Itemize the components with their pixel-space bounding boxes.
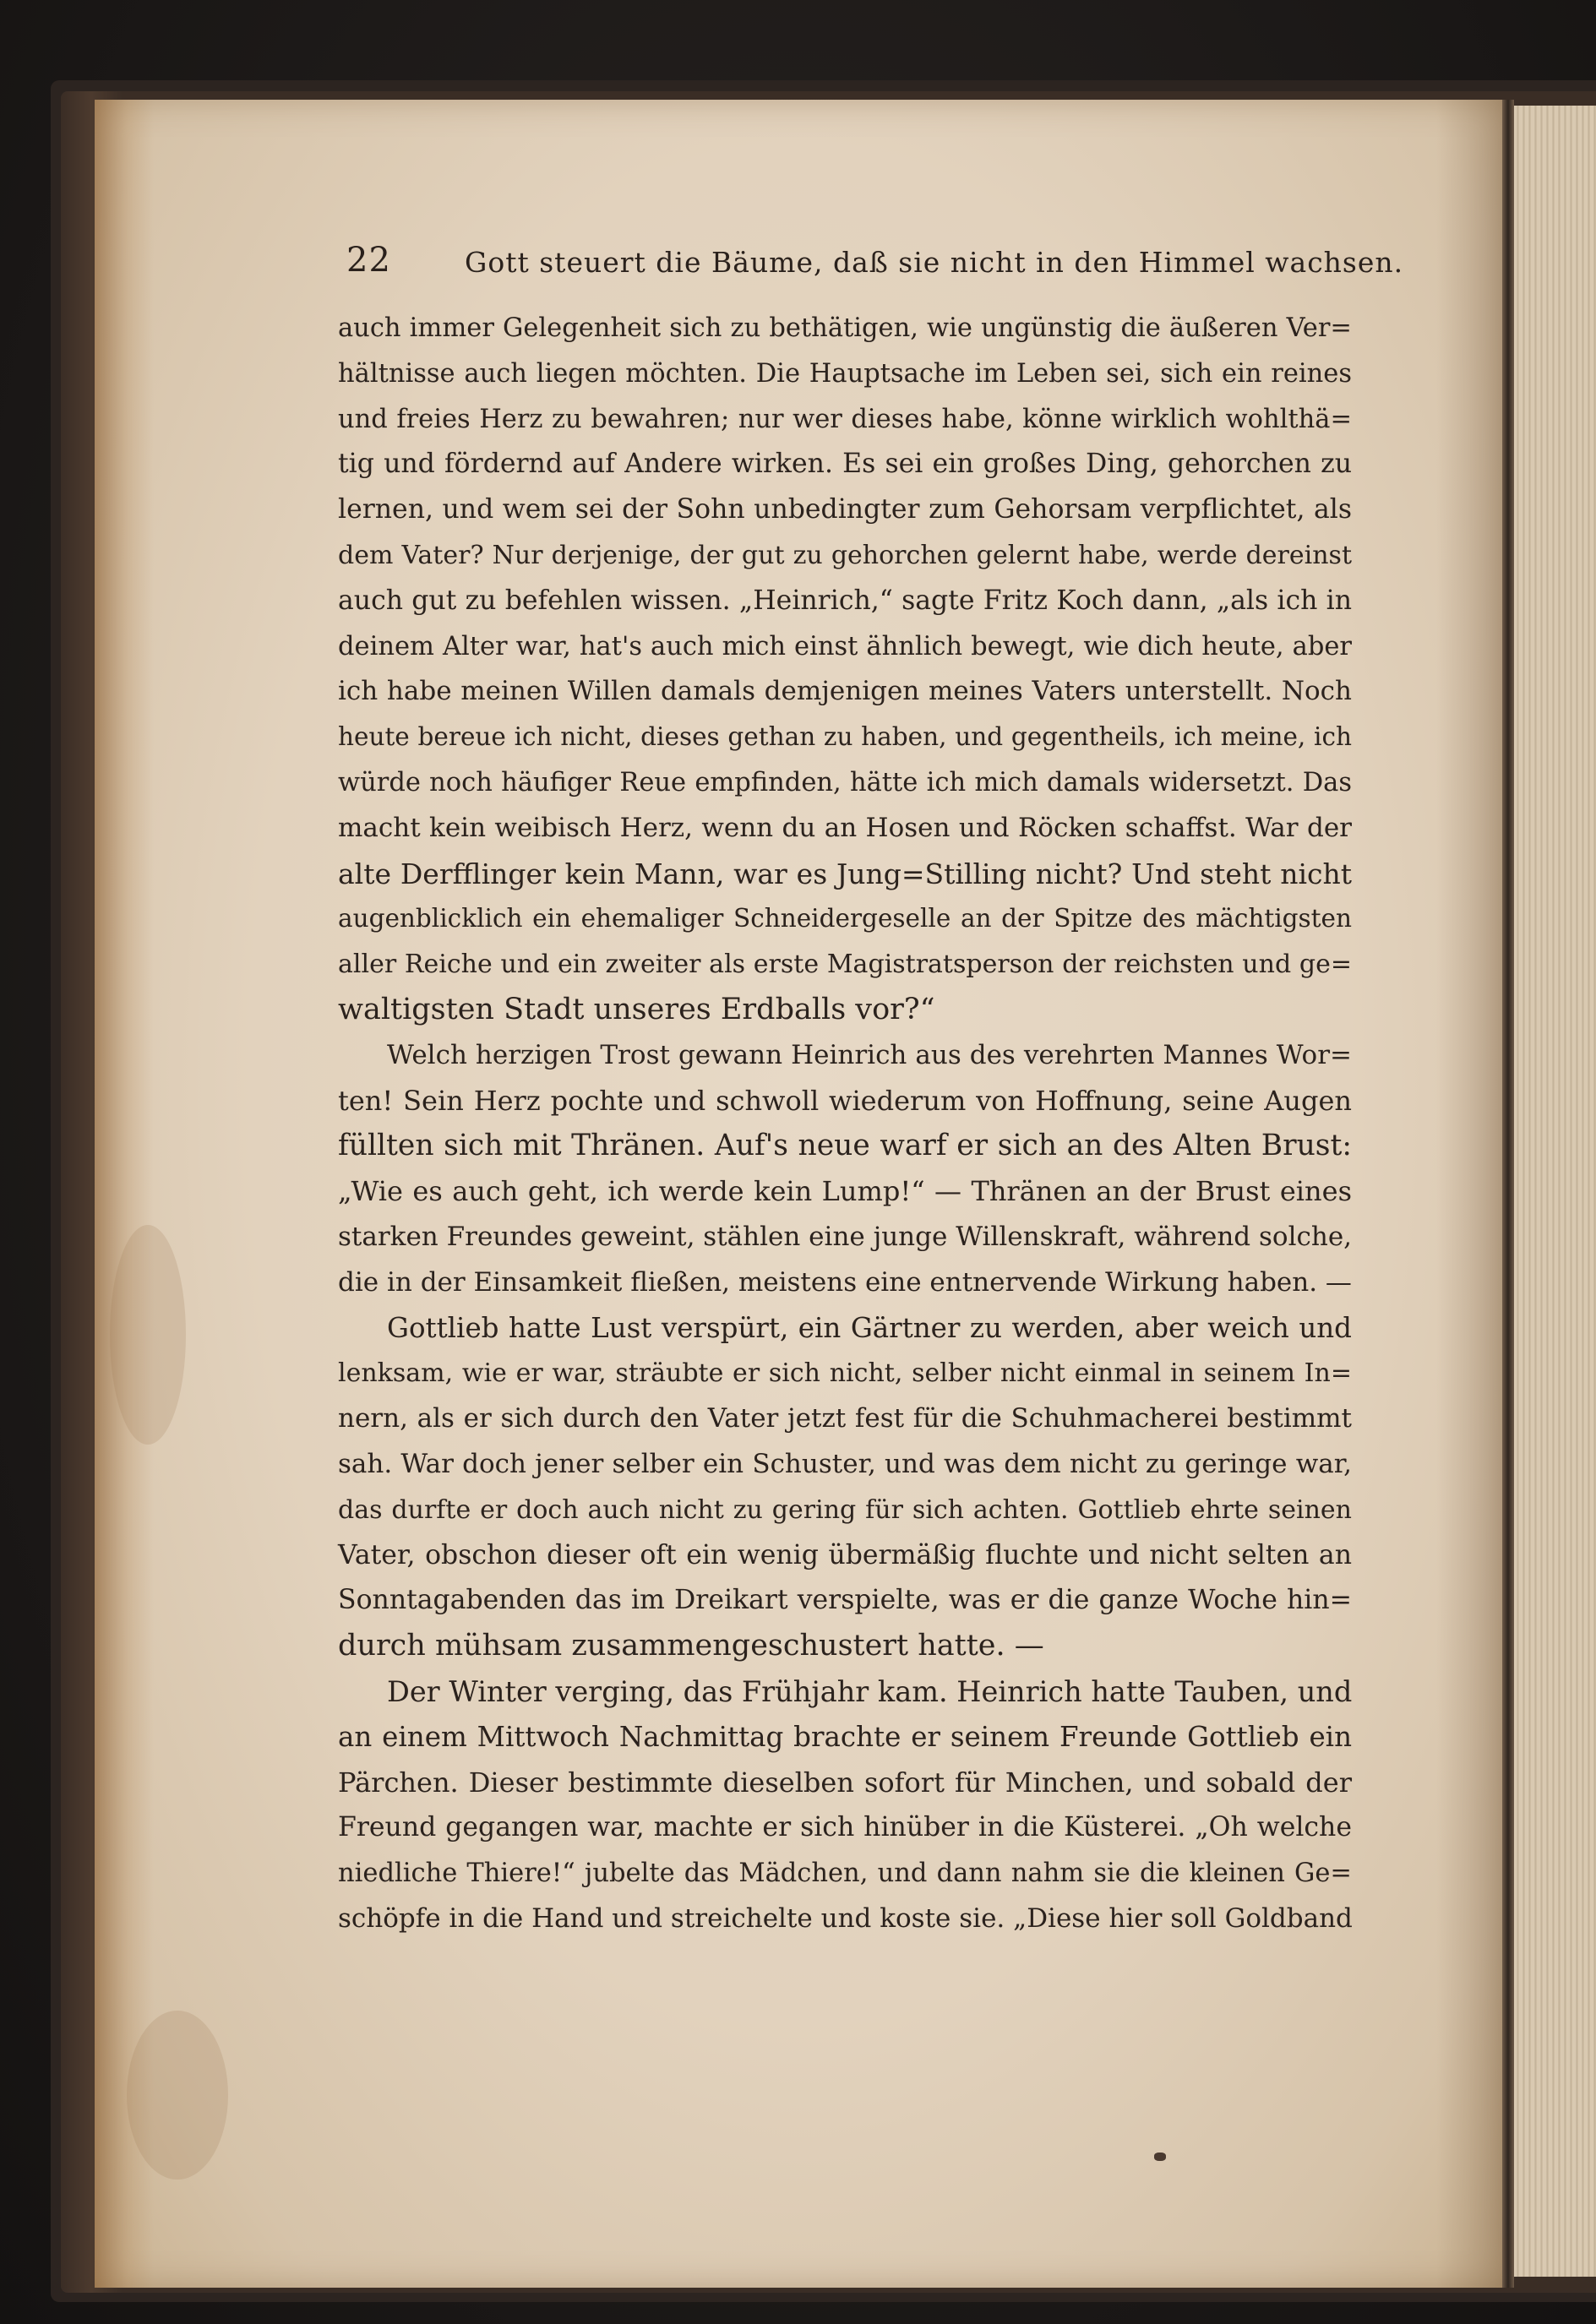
text-line: augenblicklich ein ehemaliger Schneidergeselle an der Spitze des mächtigsten <box>338 904 1352 933</box>
text-line: Vater, obschon dieser oft ein wenig übermäßig fluchte und nicht selten an <box>338 1539 1352 1570</box>
text-line: lernen, und wem sei der Sohn unbedingter zum Gehorsam verpflichtet, als <box>338 494 1352 525</box>
text-line: macht kein weibisch Herz, wenn du an Hosen und Röcken schaffst. War der <box>338 812 1352 843</box>
text-line: hältnisse auch liegen möchten. Die Hauptsache im Leben sei, sich ein reines <box>338 358 1352 389</box>
text-line: an einem Mittwoch Nachmittag brachte er seinem Freunde Gottlieb ein <box>338 1720 1352 1753</box>
text-line: Sonntagabenden das im Dreikart verspielte, was er die ganze Woche hin= <box>338 1585 1352 1616</box>
ink-speck <box>1154 2153 1166 2161</box>
page-header <box>346 241 1404 291</box>
text-line: Welch herzigen Trost gewann Heinrich aus des verehrten Mannes Wor= <box>387 1039 1352 1070</box>
running-head: Gott steuert die Bäume, daß sie nicht in den Himmel wachsen. <box>465 246 1404 279</box>
text-line: das durfte er doch auch nicht zu gering für sich achten. Gottlieb ehrte seinen <box>338 1494 1352 1525</box>
page-gutter-shadow <box>1436 100 1507 2288</box>
text-line: deinem Alter war, hat's auch mich einst ähnlich bewegt, wie dich heute, aber <box>338 631 1352 661</box>
text-line: auch gut zu befehlen wissen. „Heinrich,“ sagte Fritz Koch dann, „als ich in <box>338 585 1352 616</box>
text-line: alte Derfflinger kein Mann, war es Jung=Stilling nicht? Und steht nicht <box>338 857 1352 890</box>
text-line: würde noch häufiger Reue empfinden, hätte ich mich damals widersetzt. Das <box>338 767 1352 797</box>
text-line: Gottlieb hatte Lust verspürt, ein Gärtner zu werden, aber weich und <box>387 1311 1352 1344</box>
text-line: und freies Herz zu bewahren; nur wer dieses habe, könne wirklich wohlthä= <box>338 404 1352 434</box>
page-stain <box>110 1225 186 1445</box>
text-line: Der Winter verging, das Frühjahr kam. Heinrich hatte Tauben, und <box>387 1674 1353 1708</box>
text-line: heute bereue ich nicht, dieses gethan zu haben, und gegentheils, ich meine, ich <box>338 722 1352 752</box>
text-line: die in der Einsamkeit fließen, meistens eine entnervende Wirkung haben. — <box>338 1266 1352 1298</box>
text-line: Pärchen. Dieser bestimmte dieselben sofort für Minchen, und sobald der <box>338 1766 1352 1799</box>
text-line: nern, als er sich durch den Vater jetzt fest für die Schuhmacherei bestimmt <box>338 1403 1352 1434</box>
text-line: lenksam, wie er war, sträubte er sich nicht, selber nicht einmal in seinem In= <box>338 1358 1352 1389</box>
stacked-page-edges <box>1507 106 1596 2277</box>
text-line: tig und fördernd auf Andere wirken. Es sei ein großes Ding, gehorchen zu <box>338 449 1352 480</box>
text-line: auch immer Gelegenheit sich zu bethätigen, wie ungünstig die äußeren Ver= <box>338 313 1352 343</box>
page-stain <box>127 2011 228 2180</box>
text-line: Freund gegangen war, machte er sich hinüber in die Küsterei. „Oh welche <box>338 1812 1352 1843</box>
text-line: durch mühsam zusammengeschustert hatte. — <box>338 1629 1044 1663</box>
text-line: füllten sich mit Thränen. Auf's neue warf er sich an des Alten Brust: <box>338 1129 1352 1163</box>
text-line: ich habe meinen Willen damals demjenigen meines Vaters unterstellt. Noch <box>338 676 1352 707</box>
text-line: starken Freundes geweint, stählen eine junge Willenskraft, während solche, <box>338 1221 1353 1252</box>
text-line: schöpfe in die Hand und streichelte und koste sie. „Diese hier soll Goldband <box>338 1902 1353 1934</box>
text-line: „Wie es auch geht, ich werde kein Lump!“ — Thränen an der Brust eines <box>338 1175 1352 1208</box>
text-line: aller Reiche und ein zweiter als erste Magistratsperson der reichsten und ge= <box>338 950 1352 980</box>
body-text <box>338 306 1352 1942</box>
book-gutter <box>1502 100 1514 2288</box>
page-number: 22 <box>346 241 391 280</box>
text-line: waltigsten Stadt unseres Erdballs vor?“ <box>338 992 935 1026</box>
page-edge-wear <box>95 100 154 2288</box>
text-line: dem Vater? Nur derjenige, der gut zu gehorchen gelernt habe, werde dereinst <box>338 540 1352 570</box>
text-line: niedliche Thiere!“ jubelte das Mädchen, und dann nahm sie die kleinen Ge= <box>338 1859 1352 1889</box>
text-line: sah. War doch jener selber ein Schuster, und was dem nicht zu geringe war, <box>338 1448 1352 1479</box>
text-line: ten! Sein Herz pochte und schwoll wiederum von Hoffnung, seine Augen <box>338 1084 1352 1117</box>
